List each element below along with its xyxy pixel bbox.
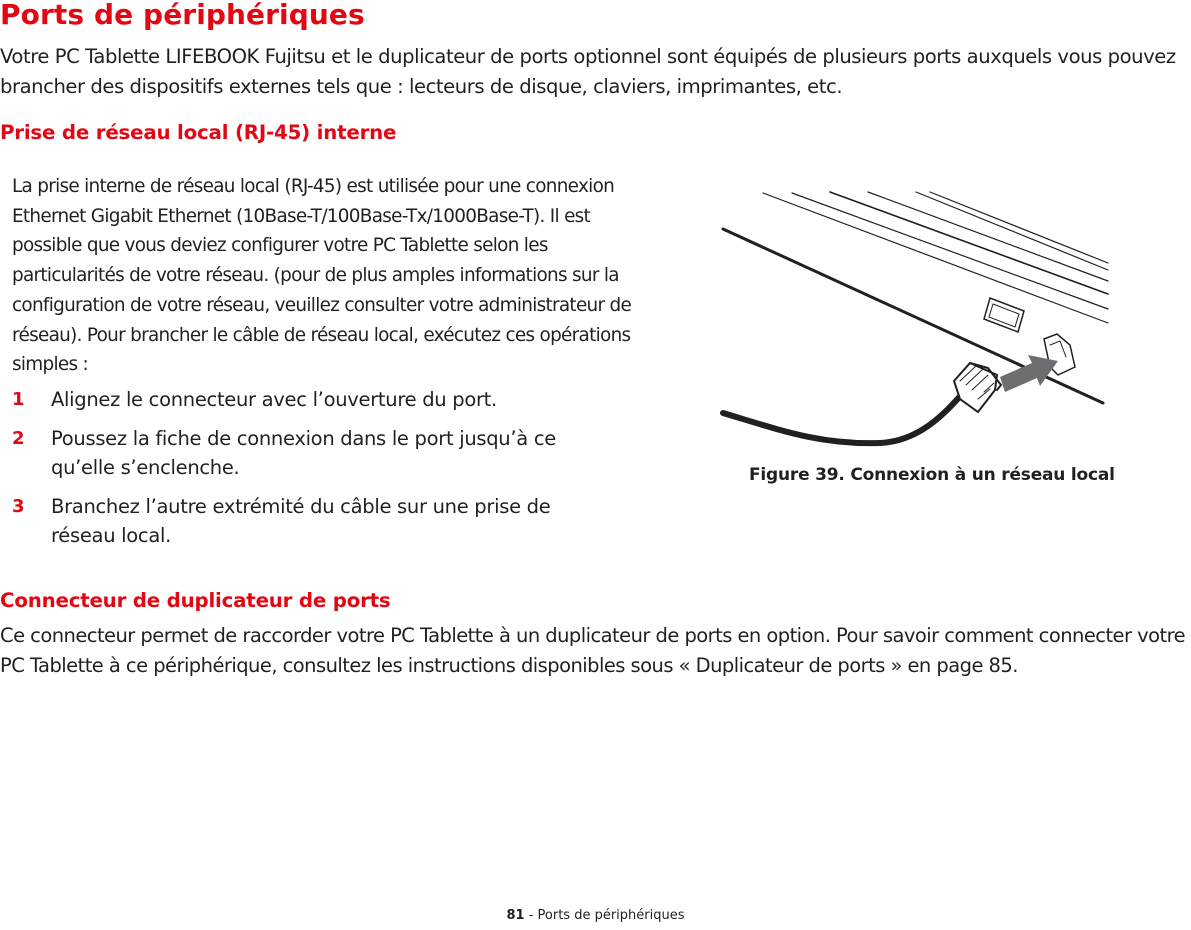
step-item xyxy=(12,492,591,551)
step-number: 1 xyxy=(12,389,25,410)
step-number: 3 xyxy=(12,495,25,517)
step-text: Alignez le connecteur avec l’ouverture du port. xyxy=(51,388,497,411)
lan-heading: Prise de réseau local (RJ-45) interne xyxy=(0,121,397,144)
footer-separator: - xyxy=(528,908,538,923)
step-text: Poussez la fiche de connexion dans le port jusqu’à ce qu’elle s’enclenche. xyxy=(51,426,556,479)
network-cable xyxy=(723,393,963,443)
page-footer xyxy=(0,908,1191,923)
step-item xyxy=(12,424,591,483)
step-item xyxy=(12,385,612,415)
lan-steps-list xyxy=(12,385,612,551)
page-title: Ports de périphériques xyxy=(0,0,365,31)
figure-caption: Figure 39. Connexion à un réseau local xyxy=(749,465,1115,485)
lan-connection-illustration xyxy=(720,185,1120,455)
lan-description: La prise interne de réseau local (RJ-45) est utilisée pour une connexion Ethernet Gigabit Ethernet (10Base-T/100Base-Tx/1000Base-T). Il est possible que vous deviez configurer votre PC Tablette selon les particularités de votre réseau. (pour de plus amples informations sur la configuration de votre réseau, veuillez consulter votre administrateur de réseau). Pour brancher le câble de réseau local, exécutez ces opérations simples : xyxy=(12,176,632,376)
duplicator-description: Ce connecteur permet de raccorder votre PC Tablette à un duplicateur de ports en option. Pour savoir comment connecter votre PC Tablette à ce périphérique, consultez les instructions disponibles sous « Duplicateur de ports » en page 85. xyxy=(0,624,1186,677)
page-number: 81 xyxy=(506,908,525,923)
intro-paragraph: Votre PC Tablette LIFEBOOK Fujitsu et le duplicateur de ports optionnel sont équipés de plusieurs ports auxquels vous pouvez brancher des dispositifs externes tels que : lecteurs de disque, claviers, imprimantes, etc. xyxy=(0,45,1176,98)
rj45-plug-icon xyxy=(954,363,1001,412)
step-text: Branchez l’autre extrémité du câble sur une prise de réseau local. xyxy=(51,494,551,547)
step-number: 2 xyxy=(12,427,25,449)
duplicator-heading: Connecteur de duplicateur de ports xyxy=(0,589,391,612)
footer-section: Ports de périphériques xyxy=(537,908,685,923)
usb-port-icon xyxy=(984,298,1024,332)
